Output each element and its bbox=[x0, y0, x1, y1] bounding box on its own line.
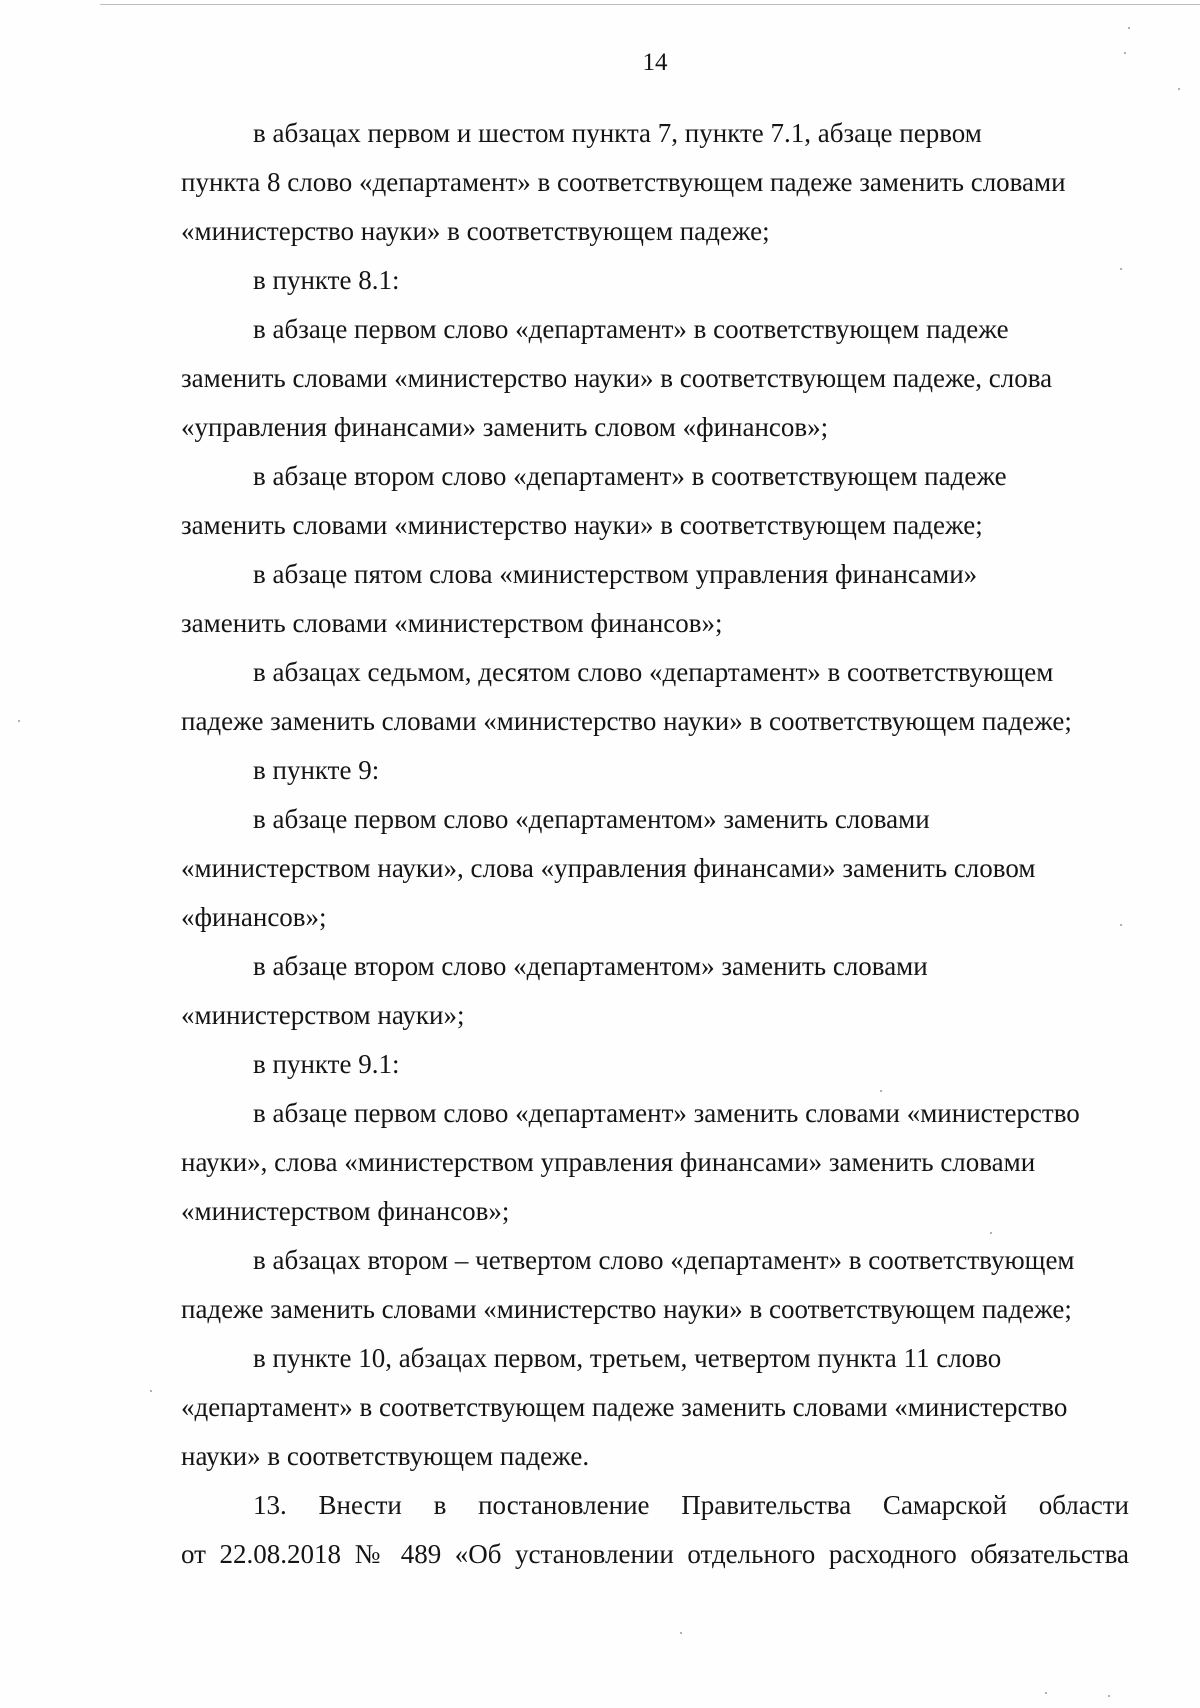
scan-speck bbox=[990, 1232, 992, 1234]
scan-speck bbox=[18, 720, 20, 722]
paragraph: в пункте 9.1: bbox=[253, 1048, 400, 1079]
scan-edge-line bbox=[100, 4, 1200, 5]
scan-speck bbox=[150, 1390, 152, 1392]
scan-speck bbox=[680, 1632, 682, 1634]
paragraph: в абзаце первом слово «департамент» заменить словами «министерство науки», слова «министерством управления финансами» заменить словами «министерством финансов»; bbox=[181, 1097, 1080, 1226]
paragraph: в абзаце первом слово «департаментом» заменить словами «министерством науки», слова «управления финансами» заменить словом «финансов»; bbox=[181, 803, 1036, 932]
paragraph: в абзацах седьмом, десятом слово «департамент» в соответствующем падеже заменить словами «министерство науки» в соответствующем падеже; bbox=[181, 656, 1072, 736]
paragraph: в абзаце пятом слова «министерством управления финансами» заменить словами «министерством финансов»; bbox=[181, 558, 978, 638]
paragraph: в абзацах первом и шестом пункта 7, пункте 7.1, абзаце первом пункта 8 слово «департамент» в соответствующем падеже заменить словами «министерство науки» в соответствующем падеже; bbox=[181, 117, 1066, 246]
paragraph: в абзаце втором слово «департамент» в соответствующем падеже заменить словами «министерство науки» в соответствующем падеже; bbox=[181, 460, 1007, 540]
paragraph: в пункте 8.1: bbox=[253, 264, 400, 295]
scan-speck bbox=[1128, 27, 1130, 29]
paragraph-continued: 13. Внести в постановление Правительства Самарской области от 22.08.2018 № 489 «Об установлении отдельного расходного обязательства bbox=[181, 1489, 1129, 1569]
paragraph: в абзаце первом слово «департамент» в соответствующем падеже заменить словами «министерство науки» в соответствующем падеже, слова «управления финансами» заменить словом «финансов»; bbox=[181, 313, 1053, 442]
scan-speck bbox=[1045, 1692, 1047, 1694]
paragraph: в пункте 9: bbox=[253, 754, 380, 785]
scan-speck bbox=[1124, 52, 1126, 54]
scan-speck bbox=[1120, 924, 1122, 926]
paragraph: в абзаце втором слово «департаментом» заменить словами «министерством науки»; bbox=[181, 950, 928, 1030]
scan-speck bbox=[1178, 88, 1180, 90]
paragraph: в абзацах втором – четвертом слово «департамент» в соответствующем падеже заменить словами «министерство науки» в соответствующем падеже; bbox=[181, 1244, 1075, 1324]
scan-speck bbox=[880, 1090, 882, 1092]
scan-speck bbox=[1108, 1695, 1110, 1697]
page-number: 14 bbox=[642, 49, 668, 76]
document-body bbox=[181, 109, 1129, 1579]
scan-speck bbox=[1120, 268, 1122, 270]
paragraph: в пункте 10, абзацах первом, третьем, четвертом пункта 11 слово «департамент» в соответствующем падеже заменить словами «министерство науки» в соответствующем падеже. bbox=[181, 1342, 1068, 1471]
